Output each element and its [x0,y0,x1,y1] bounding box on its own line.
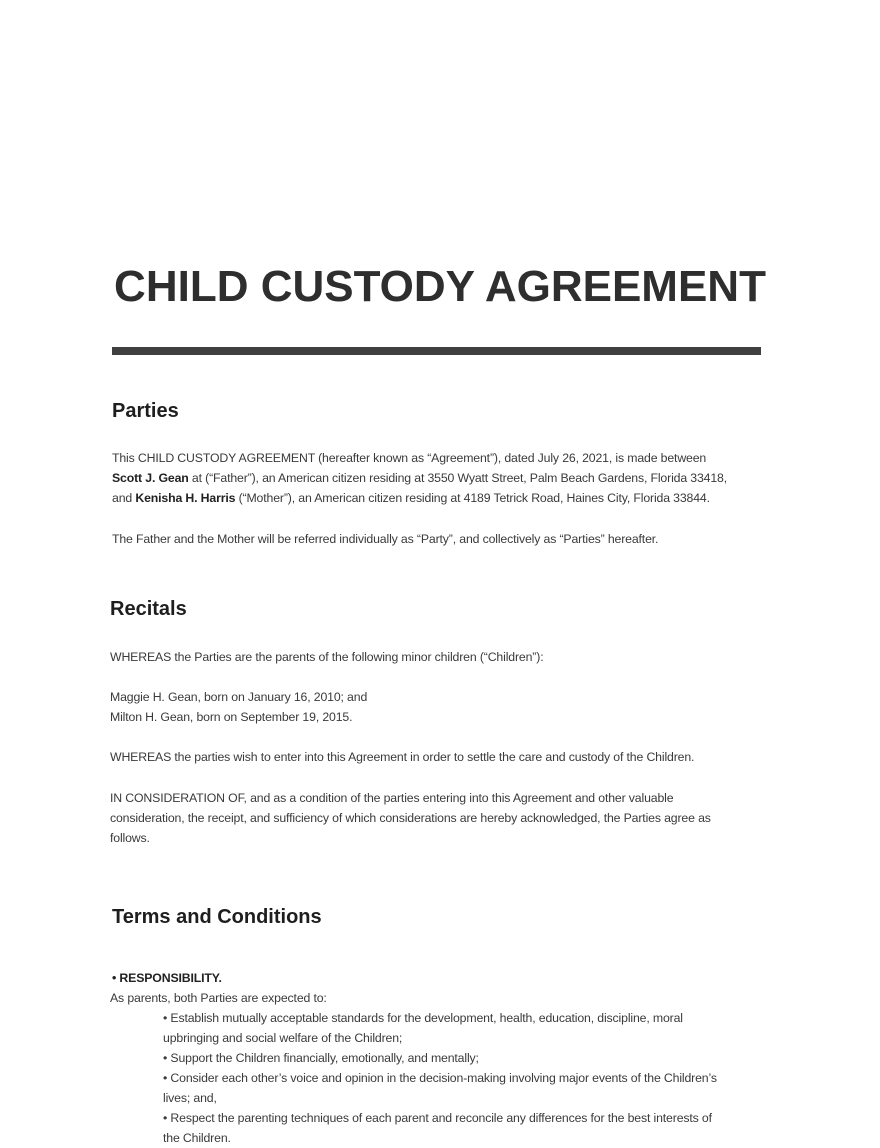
document-title: CHILD CUSTODY AGREEMENT [114,262,766,311]
responsibility-bullet-line: • Support the Children financially, emotionally, and mentally; [163,1051,479,1065]
title-divider [112,347,761,355]
parties-paragraph-2: The Father and the Mother will be referred individually as “Party”, and collectively as “Parties” hereafter. [112,532,659,546]
responsibility-bullet-line: lives; and, [163,1091,217,1105]
section-heading-parties: Parties [112,400,179,422]
section-heading-terms: Terms and Conditions [112,906,322,928]
recitals-line: WHEREAS the parties wish to enter into this Agreement in order to settle the care and custody of the Children. [110,750,695,764]
recitals-line: follows. [110,831,150,845]
responsibility-label: • RESPONSIBILITY. [112,971,222,985]
responsibility-bullet-line: • Respect the parenting techniques of each parent and reconcile any differences for the best interests of [163,1111,712,1125]
responsibility-bullet-line: upbringing and social welfare of the Children; [163,1031,403,1045]
mother-name: Kenisha H. Harris [135,491,236,505]
father-name: Scott J. Gean [112,471,189,485]
recitals-line: Milton H. Gean, born on September 19, 2015. [110,710,353,724]
recitals-line: Maggie H. Gean, born on January 16, 2010; and [110,690,368,704]
responsibility-bullet-line: the Children. [163,1131,231,1145]
section-heading-recitals: Recitals [110,598,187,620]
recitals-line: WHEREAS the Parties are the parents of the following minor children (“Children”): [110,650,544,664]
responsibility-bullet-line: • Establish mutually acceptable standards for the development, health, education, discipline, moral [163,1011,683,1025]
parties-line-2-text: at (“Father”), an American citizen residing at 3550 Wyatt Street, Palm Beach Gardens, Florida 33418, [188,471,728,485]
parties-line-3 [112,488,710,508]
responsibility-bullet-line: • Consider each other’s voice and opinion in the decision-making involving major events of the Children’s [163,1071,717,1085]
responsibility-intro: As parents, both Parties are expected to: [110,991,327,1005]
parties-line-3-text: (“Mother”), an American citizen residing at 4189 Tetrick Road, Haines City, Florida 33844. [235,491,710,505]
recitals-line: consideration, the receipt, and sufficiency of which considerations are hereby acknowledged, the Parties agree as [110,811,711,825]
parties-line-3-pre: and [112,491,136,505]
recitals-line: IN CONSIDERATION OF, and as a condition of the parties entering into this Agreement and other valuable [110,791,674,805]
parties-line-1: This CHILD CUSTODY AGREEMENT (hereafter known as “Agreement”), dated July 26, 2021, is made between [112,451,707,465]
parties-line-2 [112,468,727,488]
